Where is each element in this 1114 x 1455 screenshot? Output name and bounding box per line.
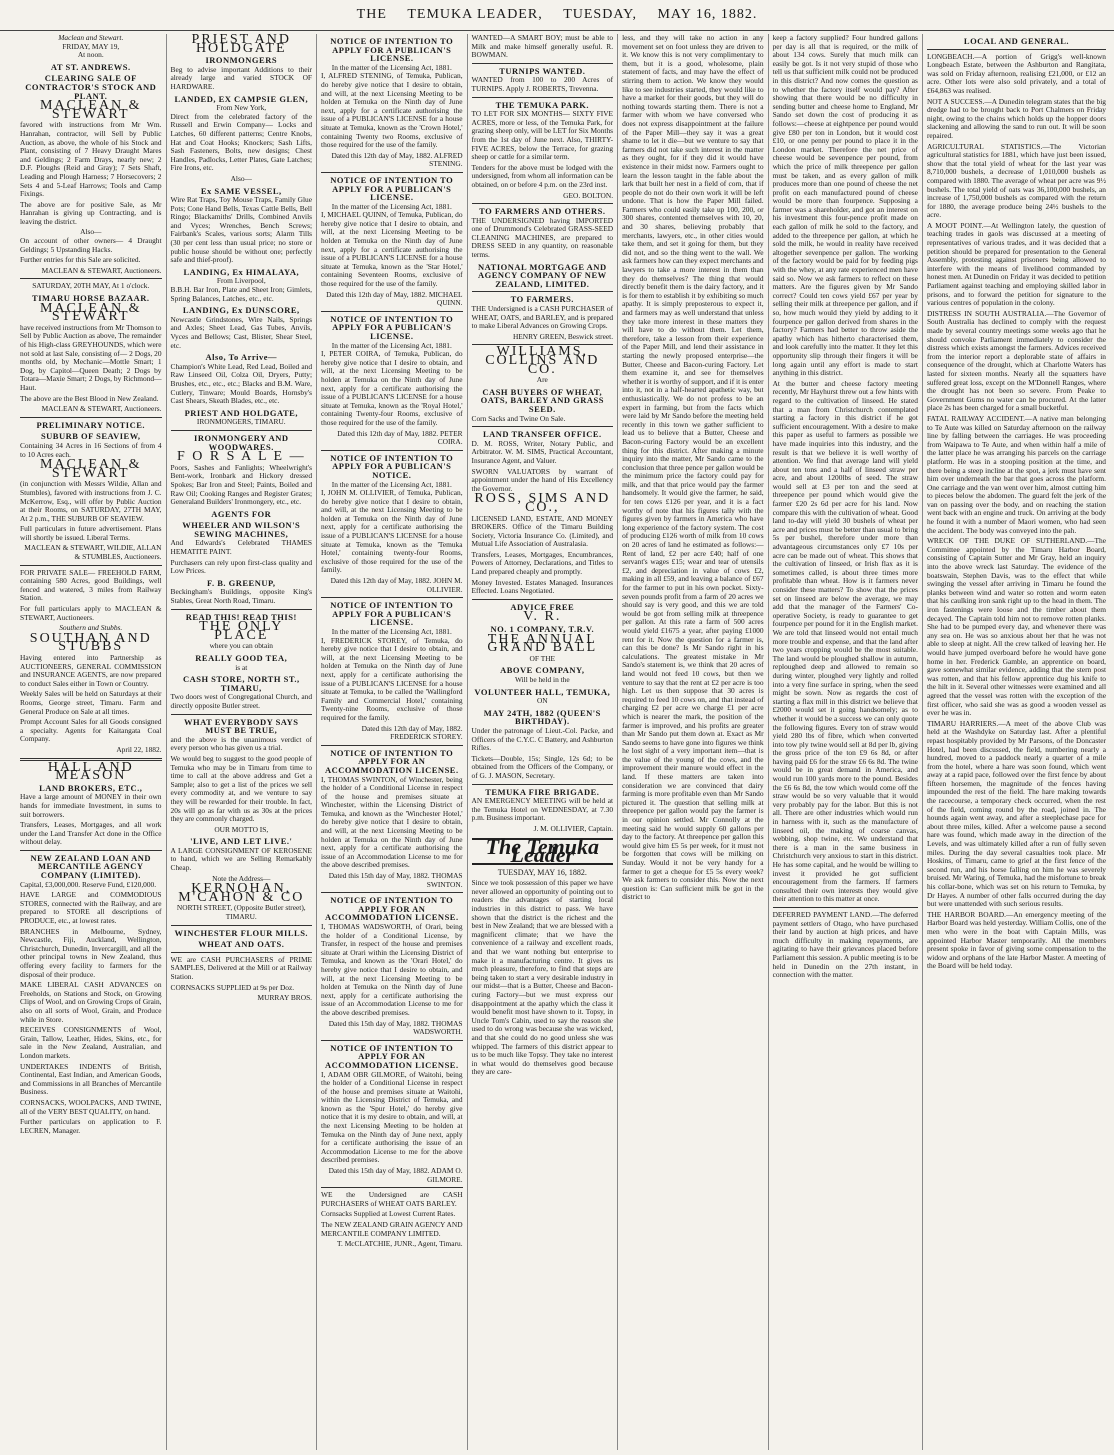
- heading: AGENTS FOR: [211, 508, 272, 519]
- paragraph: Having entered into Partnership as AUCTIONEERS, GENERAL COMMISSION and INSURANCE AGENTS, are now prepared to conduct Sales either in Town or Country.: [20, 653, 162, 688]
- caption-line: OUR MOTTO IS,: [214, 824, 269, 834]
- signature-line: Dated this 12th day of May, 1882. FREDERICK STOREY.: [361, 723, 463, 742]
- paragraph: I, ADAM OBR GILMORE, of Waitohi, being the holder of a Conditional License in respect of the house and premises situate at Waitohi, within the Licensing District of Temuka, and known as the 'Spur Hotel,' do hereby give notice that it is my desire to obtain, and will, at the next Licensing Meeting to be holden at Temuka on the Ninth day of June next, apply for a certificate authorising the issue of an Accommodation License to me for the above described premises.: [321, 1069, 463, 1165]
- paragraph: Prompt Account Sales for all Goods consigned a specialty. Agents for Kaitangata Coal Company.: [20, 717, 162, 744]
- column-2: [167, 34, 318, 1450]
- caption-line: FRIDAY, MAY 19,: [62, 41, 120, 51]
- caption-line: From New York,: [216, 103, 267, 113]
- heading: CASH STORE, NORTH ST., TIMARU,: [182, 674, 300, 693]
- caption-line: Also—: [80, 227, 102, 237]
- heading: TURNIPS WANTED.: [499, 65, 586, 76]
- heading: LAND BROKERS, ETC.,: [39, 782, 143, 793]
- heading: ABOVE COMPANY,: [500, 665, 585, 676]
- caption-line: From Liverpool,: [216, 276, 266, 286]
- paragraph: CORNSACKS, WOOLPACKS, AND TWINE, all of the VERY BEST QUALITY, on hand.: [20, 1097, 162, 1116]
- heading: NOTICE OF INTENTION TO APPLY FOR A PUBLICAN'S NOTICE.: [330, 452, 454, 480]
- paragraph: I, MICHAEL QUINN, of Temuka, Publican, do hereby give notice that I desire to obtain, and will, at the next Licensing Meeting to be holden at Temuka on the Ninth day of June next, apply for a certificate authorising the issue of a PUBLICAN'S LICENSE for a house situate at Temuka, known as the 'Star Hotel,' containing Seventeen Rooms, exclusive of those required for the use of the family.: [321, 210, 463, 289]
- paragraph: FATAL RAILWAY ACCIDENT.—A native man belonging to Te Aute was killed on Saturday afternoon on the railway line by falling between the carriages. He was proceeding from Waipawa to Te Aute, and when within half a mile of the latter place he was arranging his parcels on the carriage platform. He was in a stooping position at the time, and there being a steep incline at the spot, a jerk must have sent him over underneath the bar that goes across the platform. One carriage and the van went over him, almost cutting him to pieces below the abdomen. The guard felt the jerk of the van on passing over the body, and on reaching the station went back with an engine and truck. On arriving at the body he found it with a number of Maori women, who had seen the accident. The body was conveyed into the pah.: [926, 413, 1106, 535]
- divider: [321, 311, 463, 312]
- masthead-day: TUESDAY,: [563, 7, 637, 22]
- paragraph: WANTED from 100 to 200 Acres of TURNIPS. Apply J. ROBERTS, Trevenna.: [471, 75, 614, 93]
- paragraph: MAKE LIBERAL CASH ADVANCES on Freeholds, on Stations and Stock, on Growing Clips of Wool, and on Growing Crops of Grain, also on all sorts of Wool, Grain, and Produce while in Store.: [20, 980, 162, 1024]
- signature-line: MACLEAN & STEWART, Auctioneers.: [41, 265, 162, 275]
- paragraph: UNDERTAKES INDENTS of British, Continental, East Indian, and American Goods, and Commissions in all Branches of Mercantile Business.: [20, 1061, 162, 1097]
- paragraph: TIMARU HARRIERS.—A meet of the above Club was held at the Washdyke on Saturday last. After a plentiful repast hospitably provided by Mr Parsons, of the Doncaster Hotel, had been discussed, the field, numbering nearly a hundred, moved to a paddock nearly a quarter of a mile from the hotel, where a hare was soon found, which went away at a rapid pace, followed over the first fence by about fifteen horsemen, the magnitude of the fences having impounded the rest of the field. The hare making towards the racecourse, a temporary check occurred, when the rest of the field, coming round by the road, joined in. The hounds again went away, and after a steeplechase pace for about three miles, killed. After a welcome pause a second hare was found, which made away in the direction of the Levels, and was ultimately killed after a run of fully seven miles. During the day several casualties took place. Mr Hoskins, of Timaru, came to grief at the first fence of the second run, and his horse falling on him he was severely bruised. Mr Waring, of Temuka, had the misfortune to break his collar-bone, which was set on his return to Temuka, by Dr Hayes. A number of other falls occurred during the day but were unattended with such serious results.: [926, 718, 1106, 909]
- paragraph: THE HARBOR BOARD.—An emergency meeting of the Harbor Board was held yesterday. William Collis, one of the men who were in the boat with Captain Mills, was appointed Harbor Master temporarily. All the members present spoke in favor of giving some compensation to the widow and orphans of the late Harbor Master. A meeting of the Board will be held today.: [926, 909, 1106, 971]
- paragraph: Since we took possession of this paper we have never allowed an opportunity of pointing out to readers the advantages of starting local industries in this district to pass. We have shown that the district is the richest and the best in New Zealand; that we are blessed with a magnificent climate; that we have the convenience of a railway and excellent roads, and that we want nothing but enterprise to make it a manufacturing centre. It gives us much pleasure, therefore, to find that steps are being taken to start a very desirable industry in our midst—that is a Butter, Cheese and Bacon-curing Factory—but we must express our disappointment at the apathy which the class it would benefit most have shown to it. Topsy, in Uncle Tom's Cabin, used to say the reason she used to do wrong was because she was wicked, and that she could do no good unless she was whipped. The farmers of this district appear to us to be much like Topsy. They take no interest in what would do themselves good because they are care-: [471, 878, 614, 1077]
- heading: NOTICE OF INTENTION TO APPLY FOR A PUBLICAN'S LICENSE.: [330, 313, 454, 341]
- paragraph: I, FREDERICK STOREY, of Temuka, do hereby give notice that I desire to obtain, and will, at the next Licensing Meeting to be holden at Temuka on the Ninth day of June next, apply for a certificate authorising the issue of a PUBLICAN'S LICENSE for a house situate at Temuka, to be called the 'Wallingford Family and Commercial Hotel,' containing Twenty-nine Rooms, exclusive of those required for the family.: [321, 635, 463, 722]
- heading: SUBURB OF SEAVIEW,: [40, 431, 141, 442]
- divider: [171, 714, 313, 715]
- paragraph: I, PETER COIRA, of Temuka, Publican, do hereby give notice that I desire to obtain, and will, at the next Licensing Meeting to be holden at Temuka on the Ninth day of June next, apply for a certificate authorising the issue of a PUBLICAN'S LICENSE for a house situate at Temuka, known as the 'Royal Hotel,' containing Twenty-four Rooms, exclusive of those required for the use of the family.: [321, 349, 463, 427]
- paragraph: Tickets—Double, 15s; Single, 12s 6d; to be obtained from the Officers of the Company, or of G. J. MASON, Secretary.: [471, 753, 614, 780]
- heading: NOTICE OF INTENTION TO APPLY FOR AN ACCOMMODATION LICENSE.: [324, 895, 459, 923]
- paragraph: At the butter and cheese factory meeting recently, Mr Hayhurst threw out a few hints with regard to the cultivation of linseed. He stated that a man from Christchurch contemplated starting a factory in this district if he got sufficient encouragement. With a desire to make this paper as useful to farmers as possible we have made inquiries into this industry, and the result is that we believe it is well worthy of attention. We find that average land will yield about ten tons and a half of linseed straw per acre, and about 1200lbs of seed. The straw would sell at £3 per ton and the seed at threepence per pound which would give the farmer £20 2s 6d per acre for his land. Now compare this with the cultivation of wheat. Good land to-day will yield 30 bushels of wheat per acre and prices must be better than usual to bring 5s per bushel, therefore under more than advantageous circumstances only £7 10s per acre can be made out of wheat. This shows that the cultivation of linseed, or Irish flax as it is sometimes called, is about three times more profitable than wheat. How is it farmers never consider these matters? To show that the prices set on linseed are below the average, we may add that the manager of the Farmers' Co-operative Society, is ready to guarantee to get fourpence per pound for it in the English market. We are told that linseed would not entail much more trouble and expense, and that the land after two years cropping would be the most suitable. The land would be ploughed shallow in autumn, reploughed deep and allowed to remain so during winter, ploughed very lightly and rolled into a very fine surface in spring, when the seed might be sown. Now as regards the cost of starting a flax mill in this district we believe that £2000 would set it going handsomely; as to whether it would be a success we can only quote the following figures. Every ton of straw would yield 280 lbs of fibre, which when converted into tow ply twine would sell at 8d per lb, giving the gross price of the ton £9 6s 8d, or after having paid £6 for the straw £6 6s 8d. The twine would be in great demand in America, and would run 100 yards more to the pound. Besides the £6 6s 8d, the tow which would come off the straw would be so very valuable that it would very probably pay for the labor. But this is not all. There are other industries which would run in harness with it, such as the manufacture of linseed oil, the making of coarse canvas, webbing, shop twine, etc. We understand that there is a man in the same business in Christchurch very anxious to start in this district. He has some capital, and he would be willing to invest it provided he got sufficient encouragement from the farmers. If farmers consulted their own interests they would give their attention to this matter at once.: [772, 378, 918, 904]
- caption-line: In the matter of the Licensing Act, 1881.: [331, 62, 452, 72]
- paragraph: SWORN VALUATORS by warrant of appointment under the hand of His Excellency the Governor.: [471, 466, 614, 493]
- divider: [472, 291, 614, 292]
- signature-line: MACLEAN & STEWART, WILDIE, ALLAN & STUMBLES, Auctioneers.: [24, 543, 162, 562]
- column-7: [923, 34, 1110, 1450]
- paragraph: Further particulars on application to F. LECREN, Manager.: [20, 1117, 162, 1135]
- paragraph: Capital, £3,000,000. Reserve Fund, £120,000.: [20, 879, 157, 889]
- masthead: [0, 0, 1114, 31]
- paragraph: I, JOHN M. OLLIVIER, of Temuka, Publican, do hereby give notice that I desire to obtain, and will, at the next Licensing Meeting to be holden at Temuka on the Ninth day of June next, apply for a certificate authorising the issue of a PUBLICAN'S LICENSE for a house situate at Temuka, known as the 'Temuka Hotel,' containing twenty-four Rooms, exclusive of those required for the use of the family.: [321, 488, 463, 575]
- paragraph: THE Undersigned is a CASH PURCHASER of WHEAT, OATS, and BARLEY, and is prepared to make Liberal Advances on Growing Crops.: [471, 304, 614, 331]
- divider: [20, 278, 162, 279]
- paragraph: WRECK OF THE DUKE OF SUTHERLAND.—The Committee appointed by the Timaru Harbor Board, consisting of Captain Sutter and Mr Gray, held an inquiry into the above wreck last Saturday. The evidence of the boatswain, Stephen Davis, was to the effect that while swinging the vessel after arriving in Timaru he found the planks between wind and water so rotten and worm eaten that his caulking iron sank right up to the head in them. The iron fastenings were loose and the timber about them decayed. The Captain told him not to remove rotten planks. She had to be pumped every day, and whenever there was any sea on. He was so anxious about her that he was not able to sleep at night. All the crew talked of leaving her. He would have jumped overboard before he would have gone home in her. Frederick Gamble, an apprentice on board, gave somewhat similar evidence, adding that the stern post was rotten, and that his fellow apprentice dug his knife to the hilt in it. Several other witnesses were examined and all agreed that the vessel was rotten with the exception of the first officer, who said she was as good a wooden vessel as ever he was in.: [926, 536, 1106, 718]
- paragraph: keep a factory supplied? Four hundred gallons per day is all that is required, or the milk of about 134 cows. Surely that much milk can easily be got. Is it not very stupid of those who tell us that sufficient milk could not be produced in this district? And now comes the question as to whether the factory itself would pay? After showing that there would be no difficulty in sending butter and cheese home to England, Mr Sando set down the cost of producing it as follows:—cheese at eightpence per pound would give £80 per ton in London, but it would cost £10, or one penny per pound to place it in the London market. Therefore the net price of cheese would be sevenpence per pound, from which the price of milk threepence per gallon must be taken, and as every gallon of milk produces more than one pound of cheese the net profit on each manufactured pound of cheese would be more than fourpence. Supposing a farmer was a shareholder, and got an interest on his investment this four-pence profit made on each gallon of milk he sold to the factory, and added to the threepence per gallon, at which he sold the milk, he would in reality have received altogether sevenpence per gallon. The working of the factory would be paid for by feeding pigs with the whey, at any rate experienced men have said so. Now we ask farmers to reflect on these matters. Are the figures given by Mr Sando correct? Could ten cows yield £67 per year by selling their milk at threepence per gallon, and if so, how much would they yield by adding to it fourpence per gallon derived from shares in the factory? Farmers had better to throw aside the apathy which has hitherto characterised them, and look carefully into the matter. It they let this opportunity slip through their fingers it will be long again until any effort is made to start anything in this district.: [772, 34, 918, 378]
- heading: NOTICE OF INTENTION TO APPLY FOR AN ACCOMMODATION LICENSE.: [324, 747, 459, 775]
- column-5: [618, 34, 769, 1450]
- column-1: [16, 34, 167, 1450]
- divider: [927, 49, 1106, 50]
- masthead-the: THE: [356, 7, 387, 22]
- heading: IRONMONGERY AND WOODWARES.: [194, 432, 289, 452]
- heading: LANDED, EX CAMPSIE GLEN,: [174, 93, 309, 104]
- paragraph: WE are CASH PURCHASERS of PRIME SAMPLES, Delivered at the Mill or at Railway Station.: [170, 954, 313, 981]
- divider: [472, 63, 614, 64]
- display-heading: THE ANNUAL GRAND BALL: [487, 631, 598, 656]
- heading: PRIEST AND HOLDGATE,: [184, 407, 298, 418]
- divider: [171, 925, 313, 926]
- divider: [321, 450, 463, 451]
- display-heading: PRIEST AND HOLDGATE: [191, 34, 292, 56]
- caption-line: In the matter of the Licensing Act, 1881.: [331, 201, 452, 211]
- paragraph: Corn Sacks and Twine On Sale.: [471, 413, 566, 423]
- paragraph: Beckingham's Buildings, opposite King's Stables, Great North Road, Timaru.: [170, 587, 313, 606]
- paragraph: Money Invested. Estates Managed. Insurances Effected. Loans Negotiated.: [471, 577, 614, 596]
- heading: NOTICE OF INTENTION TO APPLY FOR A PUBLICAN'S LICENSE.: [330, 174, 454, 203]
- paragraph: Wire Rat Traps, Toy Mouse Traps, Family Glue Pots; Cone Hand Bells, Texas Cattle Bells, Bell Ringo; Blackamiths' Drills, Combined Anvils and Vyces; Wrenches, Bench Screws; Fairbank's Scales, various sorts; Alarm Tills (30 per cent less than usual price; no store or public house should be without one; perfectly safe and thief-proof).: [170, 195, 313, 265]
- signature-line: Dated this 12th day of May, 1882. PETER COIRA.: [337, 428, 463, 447]
- display-heading: V. R.: [523, 609, 562, 625]
- divider: [472, 97, 614, 98]
- caption-line: Are: [536, 375, 548, 385]
- paragraph: I, THOMAS SWINTON, of Winchester, being the holder of a Conditional License in respect of the house and premises situate at Winchester, within the Licensing District of Temuka, and known as the 'Winchester Hotel,' do hereby give notice that I desire to obtain, and will, at the next Licensing Meeting to be holden at Temuka on the Ninth day of June next, apply for a certificate authorising the issue of an Accommodation License to me for the above described premises.: [321, 774, 463, 870]
- paragraph: Under the patronage of Lieut.-Col. Packe, and Officers of the C.Y.C. C Battery, and Ashburton Rifles.: [471, 725, 614, 753]
- caption-line: At noon.: [77, 50, 104, 60]
- heading: CLEARING SALE OF CONTRACTOR'S STOCK AND PLANT.: [25, 73, 157, 101]
- signature-line: HENRY GREEN, Beswick street.: [512, 331, 614, 341]
- caption-line: In the matter of the Licensing Act, 1881.: [331, 627, 452, 636]
- paragraph: The NEW ZEALAND GRAIN AGENCY AND MERCANTILE COMPANY LIMITED.: [321, 1220, 463, 1238]
- paragraph: and the above is the unanimous verdict of every person who has given us a trial.: [170, 734, 313, 753]
- paragraph: AN EMERGENCY MEETING will be held at the Temuka Hotel on WEDNESDAY, at 7.30 p.m. Business important.: [471, 796, 614, 823]
- signature-line: Dated this 15th day of May, 1882. THOMAS SWINTON.: [328, 871, 463, 889]
- heading: READ THIS! READ THIS!: [185, 611, 297, 622]
- masthead-date: MAY 16, 1882.: [657, 7, 758, 22]
- heading: NOTICE OF INTENTION TO APPLY FOR A PUBLICAN'S LICENSE.: [330, 600, 454, 628]
- divider: [321, 892, 463, 893]
- heading: TEMUKA FIRE BRIGADE.: [485, 786, 600, 797]
- heading: LANDING, Ex HIMALAYA,: [183, 266, 300, 277]
- heading: PRELIMINARY NOTICE.: [36, 419, 146, 430]
- display-heading: KERNOHAN, M'CAHON & CO: [178, 881, 305, 905]
- paragraph: BRANCHES in Melbourne, Sydney, Newcastle, Fiji, Auckland, Wellington, Christchurch, Dunedin, Invercargill, and all the other principal towns in New Zealand, thus offering every facility to farmers for the disposal of their produce.: [20, 926, 162, 979]
- paragraph: NOT A SUCCESS.—A Dunedin telegram states that the big dredge had to be brought back to Port Chalmers on Friday night, owing to the chains which holds up the hopper doors slackening and allowing the sand to run out. It will be soon repaired.: [926, 96, 1106, 140]
- heading: LANDING, Ex DUNSCORE,: [182, 305, 300, 316]
- signature-line: J. M. OLLIVIER, Captain.: [533, 823, 614, 833]
- paragraph: favored with instructions from Mr Wm. Hanrahan, contractor, will Sell by Public Auction, as above, the whole of his Stock and Plant, consisting of 7 Heavy Draught Mares and Geldings; 2 Farm Drays, nearly new; 2 D.F. Ploughs (Reid and Gray); 7 Sets Shaft, Leading and Plough Harness; 7 Horsecovers; 2 Sets 4 and 5-Leaf Harrows; Tools and Camp Fixings.: [20, 120, 162, 199]
- paragraph: TO LET FOR SIX MONTHS— SIXTY FIVE ACRES, more or less, of the Temuka Park, for grazing sheep only, will be LET for Six Months from the 1st day of June next. Also, THIRTY-FIVE ACRES, below the Terrace, for grazing sheep or cattle for a similar term.: [471, 109, 614, 162]
- paragraph: Newcastle Grindstones, Wire Nails, Springs and Axles; Sheet Lead, Gas Tubes, Anvils, Vyces and Bellows; Cast, Blister, Shear Steel, etc.: [170, 314, 313, 350]
- signature-line: Dated this 12th day of May, 1882. MICHAEL QUINN.: [326, 289, 463, 308]
- paragraph: The above are the Best Blood in New Zealand.: [20, 393, 159, 403]
- caption-line: OF THE: [529, 653, 556, 663]
- signature-line: Dated this 12th day of May, 1882. JOHN M. OLLIVIER.: [330, 576, 463, 594]
- display-heading: F O R S A L E —: [176, 449, 306, 465]
- heading: NOTICE OF INTENTION TO APPLY FOR AN ACCOMMODATION LICENSE.: [324, 1042, 459, 1070]
- paragraph: LONGBEACH.—A portion of Grigg's well-known Longbeach Estate, between the Ashburton and Rangitata, was sold on Friday afternoon, realising £21,000, or £12 an acre. Other lots were also sold privately, and a total of £64,863 was realised.: [926, 51, 1106, 95]
- section-label: Maclean and Stewart.: [58, 34, 124, 42]
- divider: [472, 203, 614, 204]
- heading: Also, To Arrive—: [205, 352, 278, 363]
- heading: AT ST. ANDREWS.: [50, 61, 131, 72]
- paragraph: Cornsacks Supplied at Lowest Current Rates.: [321, 1209, 456, 1219]
- divider: [171, 952, 313, 953]
- caption-line: Also—: [230, 173, 252, 183]
- display-heading: WILLIAMS, COLLINS AND CO.: [485, 344, 600, 377]
- heading: WHAT EVERYBODY SAYS MUST BE TRUE,: [184, 716, 299, 736]
- caption-line: In the matter of the Licensing Act, 1881.: [331, 340, 452, 350]
- display-heading: MACLEAN & STEWART: [39, 457, 142, 481]
- signature-line: April 22, 1882.: [116, 744, 162, 754]
- heading: NATIONAL MORTGAGE AND AGENCY COMPANY OF NEW ZEALAND, LIMITED.: [477, 261, 607, 289]
- display-heading: HALL AND MEASON: [47, 759, 134, 784]
- paragraph: A LARGE CONSIGNMENT OF KEROSENE to hand, which we are Selling Remarkably Cheap.: [170, 845, 313, 873]
- column-4: [468, 34, 619, 1450]
- heading: WHEELER AND WILSON'S SEWING MACHINES,: [182, 520, 301, 539]
- caption-line: where you can obtain: [209, 641, 273, 651]
- display-heading: MACLEAN & STEWART: [39, 300, 142, 325]
- paragraph: Champion's White Lead, Red Lead, Boiled and Raw Linseed Oil, Colza Oil, Dryers, Putty; Brushes, etc., etc., etc.; Blacks and B.M. Ware, Cutlery, Tinware; Mould Boards, Hornsby's Cast Shears, Skeath Blades, etc., etc.: [170, 361, 313, 406]
- display-heading: SOUTHAN AND STUBBS: [29, 630, 152, 655]
- heading: REALLY GOOD TEA,: [195, 653, 288, 663]
- heading: F. B. GREENUP,: [207, 577, 276, 588]
- heading: TIMARU HORSE BAZAAR.: [32, 293, 150, 304]
- paragraph: less, and they will take no action in any movement set on foot unless they are driven to it. We know this is not very complimentary to them, but it is a good, wholesome, plain statement of facts, and may have the effect of stirring them to action. We know they would like to see industries started, they would like to have a market for their goods, but they will do nothing towards starting them. There is not a farmer with whom we have conversed who does not express disappointment at the failure of the Paper Mill—they say it was a great shame to let it die—but we venture to say that farmers did not take such interest in the matter as they ought, for if they did it would have existence in their midst now. Farmers ought to learn the lesson taught in the fable about the lark that built her nest in a field of corn, that if people do not do their own work it will be left undone. That is how the Paper Mill failed. Farmers who could easily take up 100, 200, or 300 shares, contented themselves with 10, 20, and 30 shares, believing probably that merchants, lawyers, etc., in other cities would take them, and set it going for them, but they did not, and so the thing went to the wall. We ask farmers how can they expect merchants and lawyers to take a more interest in them than they do themselves? The thing that would directly benefit them is the dairy factory, and it is for them to establish it by exhibiting so much apathy. It is simply preposterous to expect it, and farmers may as well understand that unless they take more interest in these matters they will have to do without them. Let them, therefore, take a lesson from their experience of the Paper Mill, and lend their assistance in starting the newly proposed enterprise—the Butter, Cheese and Bacon-curing Factory. Let them examine it, and see for themselves whether it is worthy of support, and if it is enter into it, not in a half-hearted apathetic way, but enthusiastically. We do not profess to be an expert in farming, but from the facts which were laid by Mr Sando before the meeting held recently in this town we gather sufficient to lead us to believe that a Butter, Cheese and Bacon-curing Factory would be an excellent thing for this district. After making a minute inquiry into the matter, Mr Sando came to the conclusion that three pence per gallon would be the minimum price the factory could pay for milk, and that that price would pay the farmer handsomely. It would give the farmer, he said, for ten cows £126 per year, and it is a fact worthy of note that his figures tally with the figures given by farmers in America who have long experience of the factory system. The cost of producing £126 worth of milk from 10 cows on 20 acres of land he estimated as follows:— Rent of land, £2 per acre £40; half of one servant's wages £15; wear and tear of utensils £2, and depreciation in value of cows £2, making in all £59, and leaving a balance of £67 for the farmer to put in his own pocket. Sixty-seven pounds profit from a farm of 20 acres we should say is very good, and this we are told would be got from selling milk at threepence per gallon. At this rate a farm of 500 acres would yield £1675 a year, after paying £1000 rent for it. Now the question for a farmer is, can this be done? Is Mr Sando right in his calculations. The greatest mistake in Mr Sando's statement is, we think that 20 acres of land would not feed 10 cows, but then we venture to say that the rent at £2 per acre is too high. Let us then suppose that 30 acres is required to feed 10 cows on, and that instead of charging £2 per acre we charge £1 per acre which is nearer the mark, the position of the farmer is improved, and his profits are greater than Mr Sando put them down at. Exact as Mr Sando seems to have gone into figures we think he lost sight of a very important item—that is the value of the young of the cows, and the improvement their manure would effect in the land. If these matters are taken into consideration we are convinced that dairy farming is more profitable even than Mr Sando pictured it. The question that selling milk at threepence per gallon would pay the farmer is in our opinion settled. Mr Connolly at the meeting said he would supply 60 gallons per day to the factory. At threepence per gallon this would give him £5 5s per week, for it must not be forgotten that cows will be milking on Sunday. Would it not be very handy for a farmer to get a cheque for £5 5s every week? We ask farmers to consider this. Now the next question is: Can sufficient milk be got in the district to: [622, 34, 764, 902]
- paragraph: D. M. ROSS, Writer, Notary Public, and Arbitrator. W. M. SIMS, Practical Accountant, Insurance Agent, and Valuer.: [471, 438, 614, 465]
- heading: VOLUNTEER HALL, TEMUKA,: [474, 686, 611, 697]
- paragraph: CORNSACKS SUPPLIED at 9s per Doz.: [170, 982, 295, 992]
- heading: LAND TRANSFER OFFICE.: [482, 429, 602, 440]
- section-label: Southern and Stubbs.: [59, 623, 123, 633]
- paragraph: I, ALFRED STENING, of Temuka, Publican, do hereby give notice that I desire to obtain, and will, at the next Licensing Meeting to be holden at Temuka on the Ninth day of June next, apply for a certificate authorising the issue of a PUBLICAN'S LICENSE for a house situate at Temuka, known as the 'Crown Hotel,' containing Twenty two Rooms, exclusive of those required for the use of the family.: [321, 71, 463, 150]
- paragraph: Beg to advise important Additions to their already large and varied STOCK OF HARDWARE.: [170, 64, 313, 91]
- divider: [321, 172, 463, 173]
- heading: NEW ZEALAND LOAN AND MERCANTILE AGENCY COMPANY (LIMITED).: [30, 852, 152, 881]
- divider: [20, 417, 162, 418]
- paragraph: And Edwards's Celebrated THAMES HEMATITE PAINT.: [170, 538, 313, 557]
- heading: NOTICE OF INTENTION TO APPLY FOR A PUBLICAN'S LICENSE.: [330, 36, 454, 64]
- heading: LOCAL AND GENERAL.: [963, 36, 1070, 46]
- divider: [321, 597, 463, 598]
- caption-line: NORTH STREET, (Opposite Butler street), TIMARU.: [176, 903, 306, 922]
- paragraph: We would beg to suggest to the good people of Temuka who may be in Timaru from time to time to call at the above address and Get a Sample; also to get a list of the prices we sell every commodity at, and we venture to say they will be rewarded for their trouble. In fact, 20s will go as far with us as 30s at the prices they are commonly charged.: [170, 753, 313, 824]
- heading: IRONMONGERS: [205, 55, 278, 66]
- paragraph: On account of other owners— 4 Draught Geldings; 5 Upstanding Hacks.: [20, 236, 162, 254]
- signature-line: MACLEAN & STEWART, Auctioneers.: [41, 404, 162, 414]
- divider: [472, 784, 614, 785]
- masthead-title: TEMUKA LEADER,: [407, 7, 543, 22]
- divider: [20, 850, 162, 851]
- paragraph: DEFERRED PAYMENT LAND.—The deferred payment settlers of Otago, who have purchased their land by auction at high prices, and have much difficulty in making repayments, are agitating to have their grievances placed before Parliament this session. A public meeting is to be held in Dunedin on the 27th instant, in connection with the matter.: [772, 909, 918, 980]
- paragraph: WANTED—A SMART BOY; must be able to Milk and make himself generally useful. R. BOWMAN.: [471, 34, 614, 60]
- heading: WHEAT AND OATS.: [198, 939, 285, 950]
- paragraph: FOR PRIVATE SALE— FREEHOLD FARM, containing 580 Acres, good Buildings, well fenced and watered, 3 miles from Railway Station.: [20, 567, 162, 603]
- paragraph: Have a large amount of MONEY in their own hands for immediate Investment, in sums to suit borrowers.: [20, 792, 162, 819]
- paragraph: Full particulars in future advertisement. Plans will shortly be issued. Liberal Terms.: [20, 524, 162, 542]
- paragraph: A MOOT POINT.—At Wellington lately, the question of teaching trades in gaols was discussed at a meeting of representatives of various trades, and it was decided that a petition should be prepared for presentation to the General Assembly, protesting against prisoners being allowed to interfere with the means of livelihood commanded by honest men. At Dunedin on Friday it was decided to petition Parliament against teaching and employing skilled labor in prisons, and to forward the petition for signature to the various centres of population in the colony.: [926, 220, 1106, 308]
- heading: TO FARMERS.: [510, 294, 574, 305]
- paragraph: Two doors west of Congregational Church, and directly opposite Butler street.: [170, 692, 313, 710]
- paragraph: Tenders for the above must be lodged with the undersigned, from whom all information can be obtained, on or before 4 p.m. on the 23rd inst.: [471, 162, 614, 189]
- column-3: [317, 34, 468, 1450]
- heading: NO. 1 COMPANY, T.R.V.: [490, 624, 595, 635]
- display-heading: MACLEAN & STEWART: [39, 98, 142, 122]
- heading: ADVICE FREE: [510, 601, 575, 612]
- editorial-date: TUESDAY, MAY 16, 1882.: [497, 867, 587, 877]
- signature-line: Dated this 15th day of May, 1882. ADAM O. GILMORE.: [328, 1166, 463, 1184]
- column-6: [769, 34, 923, 1450]
- paragraph: Transfers, Leases, Mortgages, Encumbrances, Powers of Attorney, Declarations, and Titles to Land prepared cheaply and promptly.: [471, 549, 614, 577]
- divider: [171, 430, 313, 431]
- heading: TO FARMERS AND OTHERS.: [479, 206, 606, 217]
- paragraph: LICENSED LAND, ESTATE, AND MONEY BROKERS. Office of the Timaru Building Society, Victoria Insurance Co. (Limited), and Mutual Life Association of Australasia.: [471, 513, 614, 549]
- heading: WINCHESTER FLOUR MILLS.: [174, 927, 309, 938]
- heading: 'LIVE, AND LET LIVE.': [190, 836, 293, 847]
- paragraph: The above are for positive Sale, as Mr Hanrahan is giving up Contracting, and is leaving the district.: [20, 199, 162, 226]
- paragraph: Further entries for this Sale are solicited.: [20, 255, 141, 265]
- heading: CASH BUYERS OF WHEAT, OATS, BARLEY AND GRASS SEED.: [480, 386, 605, 414]
- heading: MAY 24TH, 1882 (QUEEN'S BIRTHDAY).: [483, 707, 601, 727]
- paragraph: THE UNDERSIGNED having IMPORTED one of Drummond's Celebrated GRASS-SEED CLEANING MACHINES, are prepared to DRESS SEED in any quantity, on reasonable terms.: [471, 215, 614, 260]
- paragraph: AGRICULTURAL STATISTICS.—The Victorian agricultural statistics for 1881, which have just been issued, show that the total yield of wheat for the last year was 8,710,000 bushels, a decrease of 1,010,000 bushels as compared with 1880. The average of wheat per acre was 9½ bushels. The total yield of oats was 36,100,000 bushels, an increase of 1,750,000 bushels as compared with the return for 1880, the average produce being 24½ bushels to the acre.: [926, 141, 1106, 220]
- paragraph: HAVE LARGE and COMMODIOUS STORES, connected with the Railway, and are prepared to STORE all descriptions of PRODUCE, etc., at lowest rates.: [20, 890, 162, 926]
- heading: THE TEMUKA PARK.: [495, 99, 589, 110]
- divider: [773, 907, 918, 908]
- divider: [472, 426, 614, 427]
- signature-line: Dated this 12th day of May, 1882. ALFRED STENING.: [331, 150, 463, 169]
- paragraph: Poors, Sashes and Fanlights; Wheelwright's Bent-work, Ironbark and Hickory dressed Spokes; Bar Iron and Steel; Paints, Boiled and Raw Oil; Cooking Ranges and Register Grates; Generaland Builders' Ironmongery, etc., etc.: [170, 462, 313, 507]
- display-heading: ROSS, SIMS AND CO.,: [474, 491, 611, 515]
- caption-line: ON: [536, 696, 548, 706]
- columns: [16, 34, 1110, 1450]
- paragraph: Direct from the celebrated factory of the Russell and Erwin Company— Locks and Latches, 60 different patterns; Centre Knobs, Hat and Coat Hooks; Knockers; Sash Lifts, Sash Fasteners, Bolts, new designs; Chest Handles, Padlocks, Letter Plates, Gate Latches; Fire Irons, etc.: [170, 111, 313, 173]
- divider: [20, 565, 162, 566]
- paragraph: Transfers, Leases, Mortgages, and all work under the Land Transfer Act done in the Office without delay.: [20, 820, 162, 847]
- caption-line: SATURDAY, 20TH MAY, At 1 o'clock.: [32, 281, 150, 291]
- divider: [321, 1187, 463, 1188]
- signature-line: MURRAY BROS.: [257, 993, 313, 1003]
- caption-line: In the matter of the Licensing Act, 1881.: [331, 479, 452, 489]
- paragraph: (in conjunction with Messrs Wildie, Allan and Stumbles), favored with instructions from J. C. McKerrow, Esq., will offer by Public Auction at their Rooms, on SATURDAY, 27TH MAY, At 2 p.m., THE SUBURB OF SEAVIEW.: [20, 479, 162, 523]
- divider: [321, 1040, 463, 1041]
- divider: [171, 609, 313, 610]
- paragraph: Containing 34 Acres in 16 Sections of from 4 to 10 Acres each.: [20, 440, 162, 459]
- signature-line: Dated this 15th day of May, 1882. THOMAS WADSWORTH.: [328, 1018, 463, 1037]
- signature-line: T. McCLATCHIE, JUNR., Agent, Timaru.: [337, 1239, 463, 1249]
- caption-line: IRONMONGERS, TIMARU.: [196, 417, 286, 427]
- caption-line: Note the Address—: [212, 873, 271, 883]
- paragraph: B.B.H. Bar Iron, Plate and Sheet Iron; Gimlets, Spring Balances, Latches, etc., etc.: [170, 285, 313, 303]
- paragraph: For full particulars apply to MACLEAN & STEWART, Auctioneers.: [20, 604, 162, 622]
- heading: Ex SAME VESSEL,: [200, 185, 282, 196]
- divider: [321, 745, 463, 746]
- caption-line: is at: [235, 662, 248, 672]
- paragraph: DISTRESS IN SOUTH AUSTRALIA.—The Governor of South Australia has declined to comply with the request made by several country meetings some weeks ago that he should convoke Parliament immediately to consider the distress which exists amongst the farmers. Advices received from the interior report a deplorable state of affairs in consequence of the drought, which at Charlotte Waters has lasted for sixteen months. Nearly all the squatters have suffered great loss, except on the M'Donnell Ranges, where the drought has not been so severe. From Peake to Government Gums no water can be procured. At the latter place 2s has been charged for a small bucketful.: [926, 308, 1106, 413]
- divider: [472, 599, 614, 600]
- paragraph: RECEIVES CONSIGNMENTS of Wool, Grain, Tallow, Leather, Hides, Skins, etc., for sale in the New Zealand, Australian, and London markets.: [20, 1025, 162, 1060]
- paragraph: have received instructions from Mr Thomson to Sell by Public Auction as above, The remainder of his High-class GREYHOUNDS, which were not sold at last Sale, consisting of— 2 Dogs, 20 months old, by Mechanic—Mottle Smart; 1 Dog, by Capitol—Queen Death; 2 Dogs by Totara—Maxie Smart; 2 Dogs, by Richmond—Haut.: [20, 322, 162, 392]
- caption-line: Will be held in the: [514, 675, 570, 684]
- editorial-title: The Temuka Leader: [472, 838, 614, 865]
- display-heading: THE ONLY PLACE: [199, 619, 284, 643]
- paragraph: WE the Undersigned are CASH PURCHASERS of WHEAT OATS BARLEY.: [321, 1190, 463, 1208]
- paragraph: Weekly Sales will be held on Saturdays at their Rooms, George street, Timaru. Farm and General Produce on Sale at all times.: [20, 689, 162, 716]
- signature-line: GEO. BOLTON.: [563, 190, 614, 200]
- paragraph: Purchasers can rely upon first-class quality and Low Prices.: [170, 557, 313, 576]
- paragraph: I, THOMAS WADSWORTH, of Orari, being the holder of a Conditional License, by Transfer, in respect of the house and premises situate at Orari within the Licensing District of Temuka, and known as the 'Orari Hotel,' do hereby give notice that I desire to obtain, and will, at the next Licensing Meeting to be holden at Temuka on the Ninth day of June next, apply for a certificate authorising the issue of an Accommodation License to me for the above described premises.: [321, 922, 463, 1017]
